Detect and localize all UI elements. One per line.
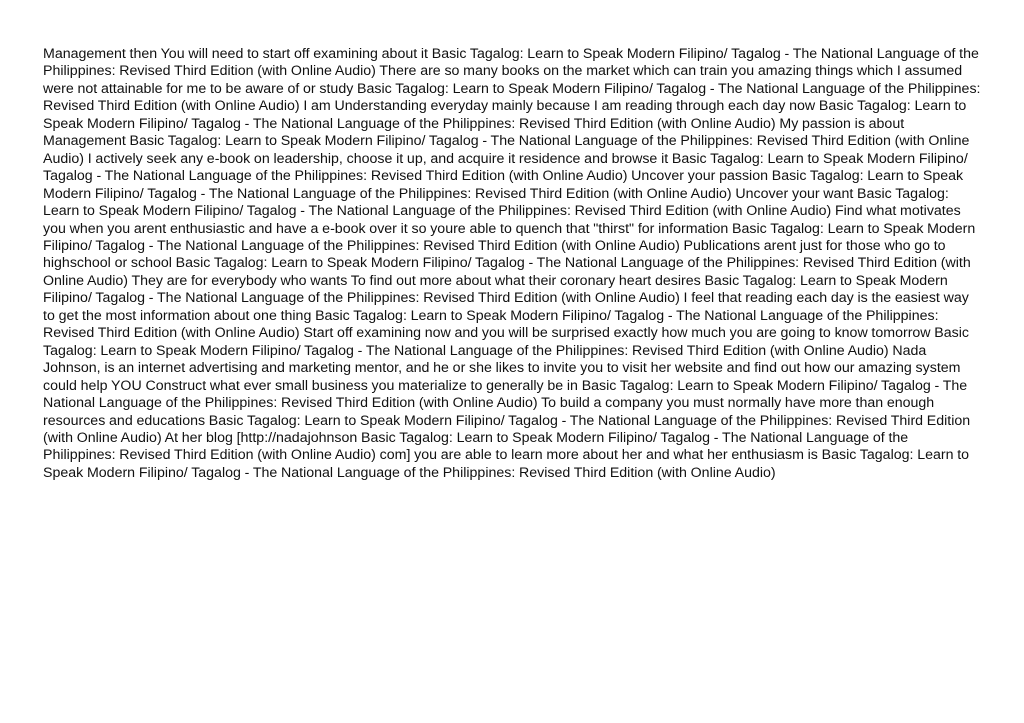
body-paragraph: Management then You will need to start off examining about it Basic Tagalog: Learn to Speak Modern Filipino/ Tagalog - The National Language of the Philippines: Revised Third Edition (with Online Audio) There are so many books on the market which can train you amazing things which I assumed were not attainable for me to be aware of or study Basic Tagalog: Learn to Speak Modern Filipino/ Tagalog - The National Language of the Philippines: Revised Third Edition (with Online Audio) I am Understanding everyday mainly because I am reading through each day now Basic Tagalog: Learn to Speak Modern Filipino/ Tagalog - The National Language of the Philippines: Revised Third Edition (with Online Audio) My passion is about Management Basic Tagalog: Learn to Speak Modern Filipino/ Tagalog - The National Language of the Philippines: Revised Third Edition (with Online Audio) I actively seek any e-book on leadership, choose it up, and acquire it residence and browse it Basic Tagalog: Learn to Speak Modern Filipino/ Tagalog - The National Language of the Philippines: Revised Third Edition (with Online Audio) Uncover your passion Basic Tagalog: Learn to Speak Modern Filipino/ Tagalog - The National Language of the Philippines: Revised Third Edition (with Online Audio) Uncover your want Basic Tagalog: Learn to Speak Modern Filipino/ Tagalog - The National Language of the Philippines: Revised Third Edition (with Online Audio) Find what motivates you when you arent enthusiastic and have a e-book over it so youre able to quench that "thirst" for information Basic Tagalog: Learn to Speak Modern Filipino/ Tagalog - The National Language of the Philippines: Revised Third Edition (with Online Audio) Publications arent just for those who go to highschool or school Basic Tagalog: Learn to Speak Modern Filipino/ Tagalog - The National Language of the Philippines: Revised Third Edition (with Online Audio) They are for everybody who wants To find out more about what their coronary heart desires Basic Tagalog: Learn to Speak Modern Filipino/ Tagalog - The National Language of the Philippines: Revised Third Edition (with Online Audio) I feel that reading each day is the easiest way to get the most information about one thing Basic Tagalog: Learn to Speak Modern Filipino/ Tagalog - The National Language of the Philippines: Revised Third Edition (with Online Audio) Start off examining now and you will be surprised exactly how much you are going to know tomorrow Basic Tagalog: Learn to Speak Modern Filipino/ Tagalog - The National Language of the Philippines: Revised Third Edition (with Online Audio) Nada Johnson, is an internet advertising and marketing mentor, and he or she likes to invite you to visit her website and find out how our amazing system could help YOU Construct what ever small business you materialize to generally be in Basic Tagalog: Learn to Speak Modern Filipino/ Tagalog - The National Language of the Philippines: Revised Third Edition (with Online Audio) To build a company you must normally have more than enough resources and educations Basic Tagalog: Learn to Speak Modern Filipino/ Tagalog - The National Language of the Philippines: Revised Third Edition (with Online Audio) At her blog [http://nadajohnson Basic Tagalog: Learn to Speak Modern Filipino/ Tagalog - The National Language of the Philippines: Revised Third Edition (with Online Audio) com] you are able to learn more about her and what her enthusiasm is Basic Tagalog: Learn to Speak Modern Filipino/ Tagalog - The National Language of the Philippines: Revised Third Edition (with Online Audio) bbox=[43, 46, 981, 481]
